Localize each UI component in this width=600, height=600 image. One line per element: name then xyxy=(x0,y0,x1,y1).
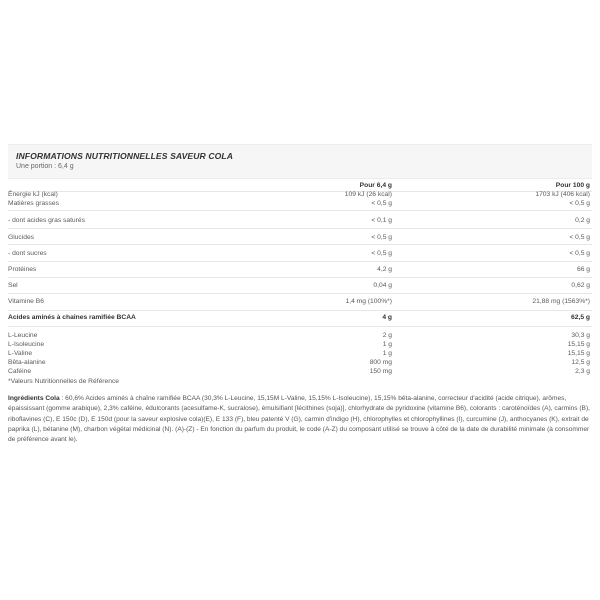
row-per-100: 21,88 mg (1563%*) xyxy=(532,298,590,305)
footnote: *Valeurs Nutritionnelles de Référence xyxy=(8,378,120,385)
row-label: Caféine xyxy=(8,368,32,375)
row-per-100: 15,15 g xyxy=(567,350,590,357)
table-row xyxy=(8,216,592,226)
row-per-100: < 0,5 g xyxy=(569,234,590,241)
amino-header-per-100: 62,5 g xyxy=(571,314,590,321)
row-per-portion: < 0,1 g xyxy=(371,217,392,224)
ingredients-text xyxy=(8,394,590,445)
column-header-per-100: Pour 100 g xyxy=(555,182,590,189)
portion-size: Une portion : 6,4 g xyxy=(16,163,74,170)
row-label: Vitamine B6 xyxy=(8,298,44,305)
row-label: - dont sucres xyxy=(8,250,47,257)
divider xyxy=(8,228,592,229)
row-per-100: 1703 kJ (406 kcal) xyxy=(535,191,590,198)
row-per-100: 30,3 g xyxy=(571,332,590,339)
row-per-100: 15,15 g xyxy=(567,341,590,348)
amino-header-label: Acides aminés à chaînes ramifiée BCAA xyxy=(8,314,136,321)
table-row xyxy=(8,233,592,243)
table-row xyxy=(8,249,592,259)
row-per-portion: 0,04 g xyxy=(373,282,392,289)
row-per-portion: < 0,5 g xyxy=(371,234,392,241)
amino-header-row xyxy=(8,313,592,323)
table-row xyxy=(8,297,592,307)
row-label: Glucides xyxy=(8,234,35,241)
row-per-100: 0,2 g xyxy=(575,217,590,224)
row-label: Matières grasses xyxy=(8,200,59,207)
divider xyxy=(8,310,592,311)
divider xyxy=(8,277,592,278)
row-per-portion: 1 g xyxy=(382,350,392,357)
row-label: Énergie kJ (kcal) xyxy=(8,191,58,198)
ingredients-label: Ingrédients Cola xyxy=(8,395,60,402)
row-per-100: 12,5 g xyxy=(571,359,590,366)
footnote-row xyxy=(8,377,592,387)
row-label: Bêta-alanine xyxy=(8,359,46,366)
column-header-per-portion: Pour 6,4 g xyxy=(359,182,392,189)
divider xyxy=(8,244,592,245)
row-per-portion: < 0,5 g xyxy=(371,250,392,257)
row-per-100: < 0,5 g xyxy=(569,250,590,257)
row-per-portion: 1 g xyxy=(382,341,392,348)
page-title: INFORMATIONS NUTRITIONNELLES SAVEUR COLA xyxy=(16,151,234,161)
row-per-portion: 109 kJ (26 kcal) xyxy=(344,191,392,198)
row-per-100: 0,62 g xyxy=(571,282,590,289)
row-per-portion: < 0,5 g xyxy=(371,200,392,207)
row-per-portion: 150 mg xyxy=(369,368,392,375)
row-label: - dont acides gras saturés xyxy=(8,217,85,224)
divider xyxy=(8,261,592,262)
row-per-100: < 0,5 g xyxy=(569,200,590,207)
row-label: L-Isoleucine xyxy=(8,341,45,348)
table-row xyxy=(8,367,592,377)
row-per-100: 2,3 g xyxy=(575,368,590,375)
row-label: Protéines xyxy=(8,266,37,273)
divider xyxy=(8,326,592,327)
row-label: Sel xyxy=(8,282,18,289)
row-per-portion: 800 mg xyxy=(369,359,392,366)
row-per-portion: 1,4 mg (100%*) xyxy=(345,298,392,305)
ingredients-body: : 60,6% Acides aminés à chaîne ramifiée BCAA (30,3% L-Leucine, 15,15M L-Valine, 15,15% L-Isoleucine), 15,15% bêta-alanine, correcteur d'acidité (acide citrique), arômes, épaississant (gomme arabique), 2,3% caféine, édulcorants (acesulfame-K, sucralose), émulsifiant [lécithines (soja)], chlorhydrate de pyridoxine (vitamine B6), colorants : caroténoïdes (A), carmins (B), riboflavines (C), E 150c (D), E 150d (pour la saveur explosive cola)(E), E 133 (F), bleu patenté V (G), carmin d'indigo (H), chlorophylles et chlorophyllines (I), curcumine (J), anthocyanes (K), extrait de paprika (L), bétanine (M), charbon végétal médicinal (N). (A)-(Z) - En fonction du parfum du produit, le code (A-Z) du composant utilisé se trouve à côté de la date de durabilité minimale (à consommer de préférence avant le). xyxy=(8,395,590,444)
divider xyxy=(8,210,592,211)
row-label: L-Leucine xyxy=(8,332,38,339)
row-label: L-Valine xyxy=(8,350,33,357)
row-per-100: 66 g xyxy=(576,266,590,273)
nutrition-header xyxy=(8,144,592,179)
table-row xyxy=(8,281,592,291)
row-per-portion: 4,2 g xyxy=(377,266,392,273)
amino-header-per-portion: 4 g xyxy=(382,314,392,321)
table-row xyxy=(8,199,592,209)
table-row xyxy=(8,265,592,275)
divider xyxy=(8,293,592,294)
row-per-portion: 2 g xyxy=(382,332,392,339)
